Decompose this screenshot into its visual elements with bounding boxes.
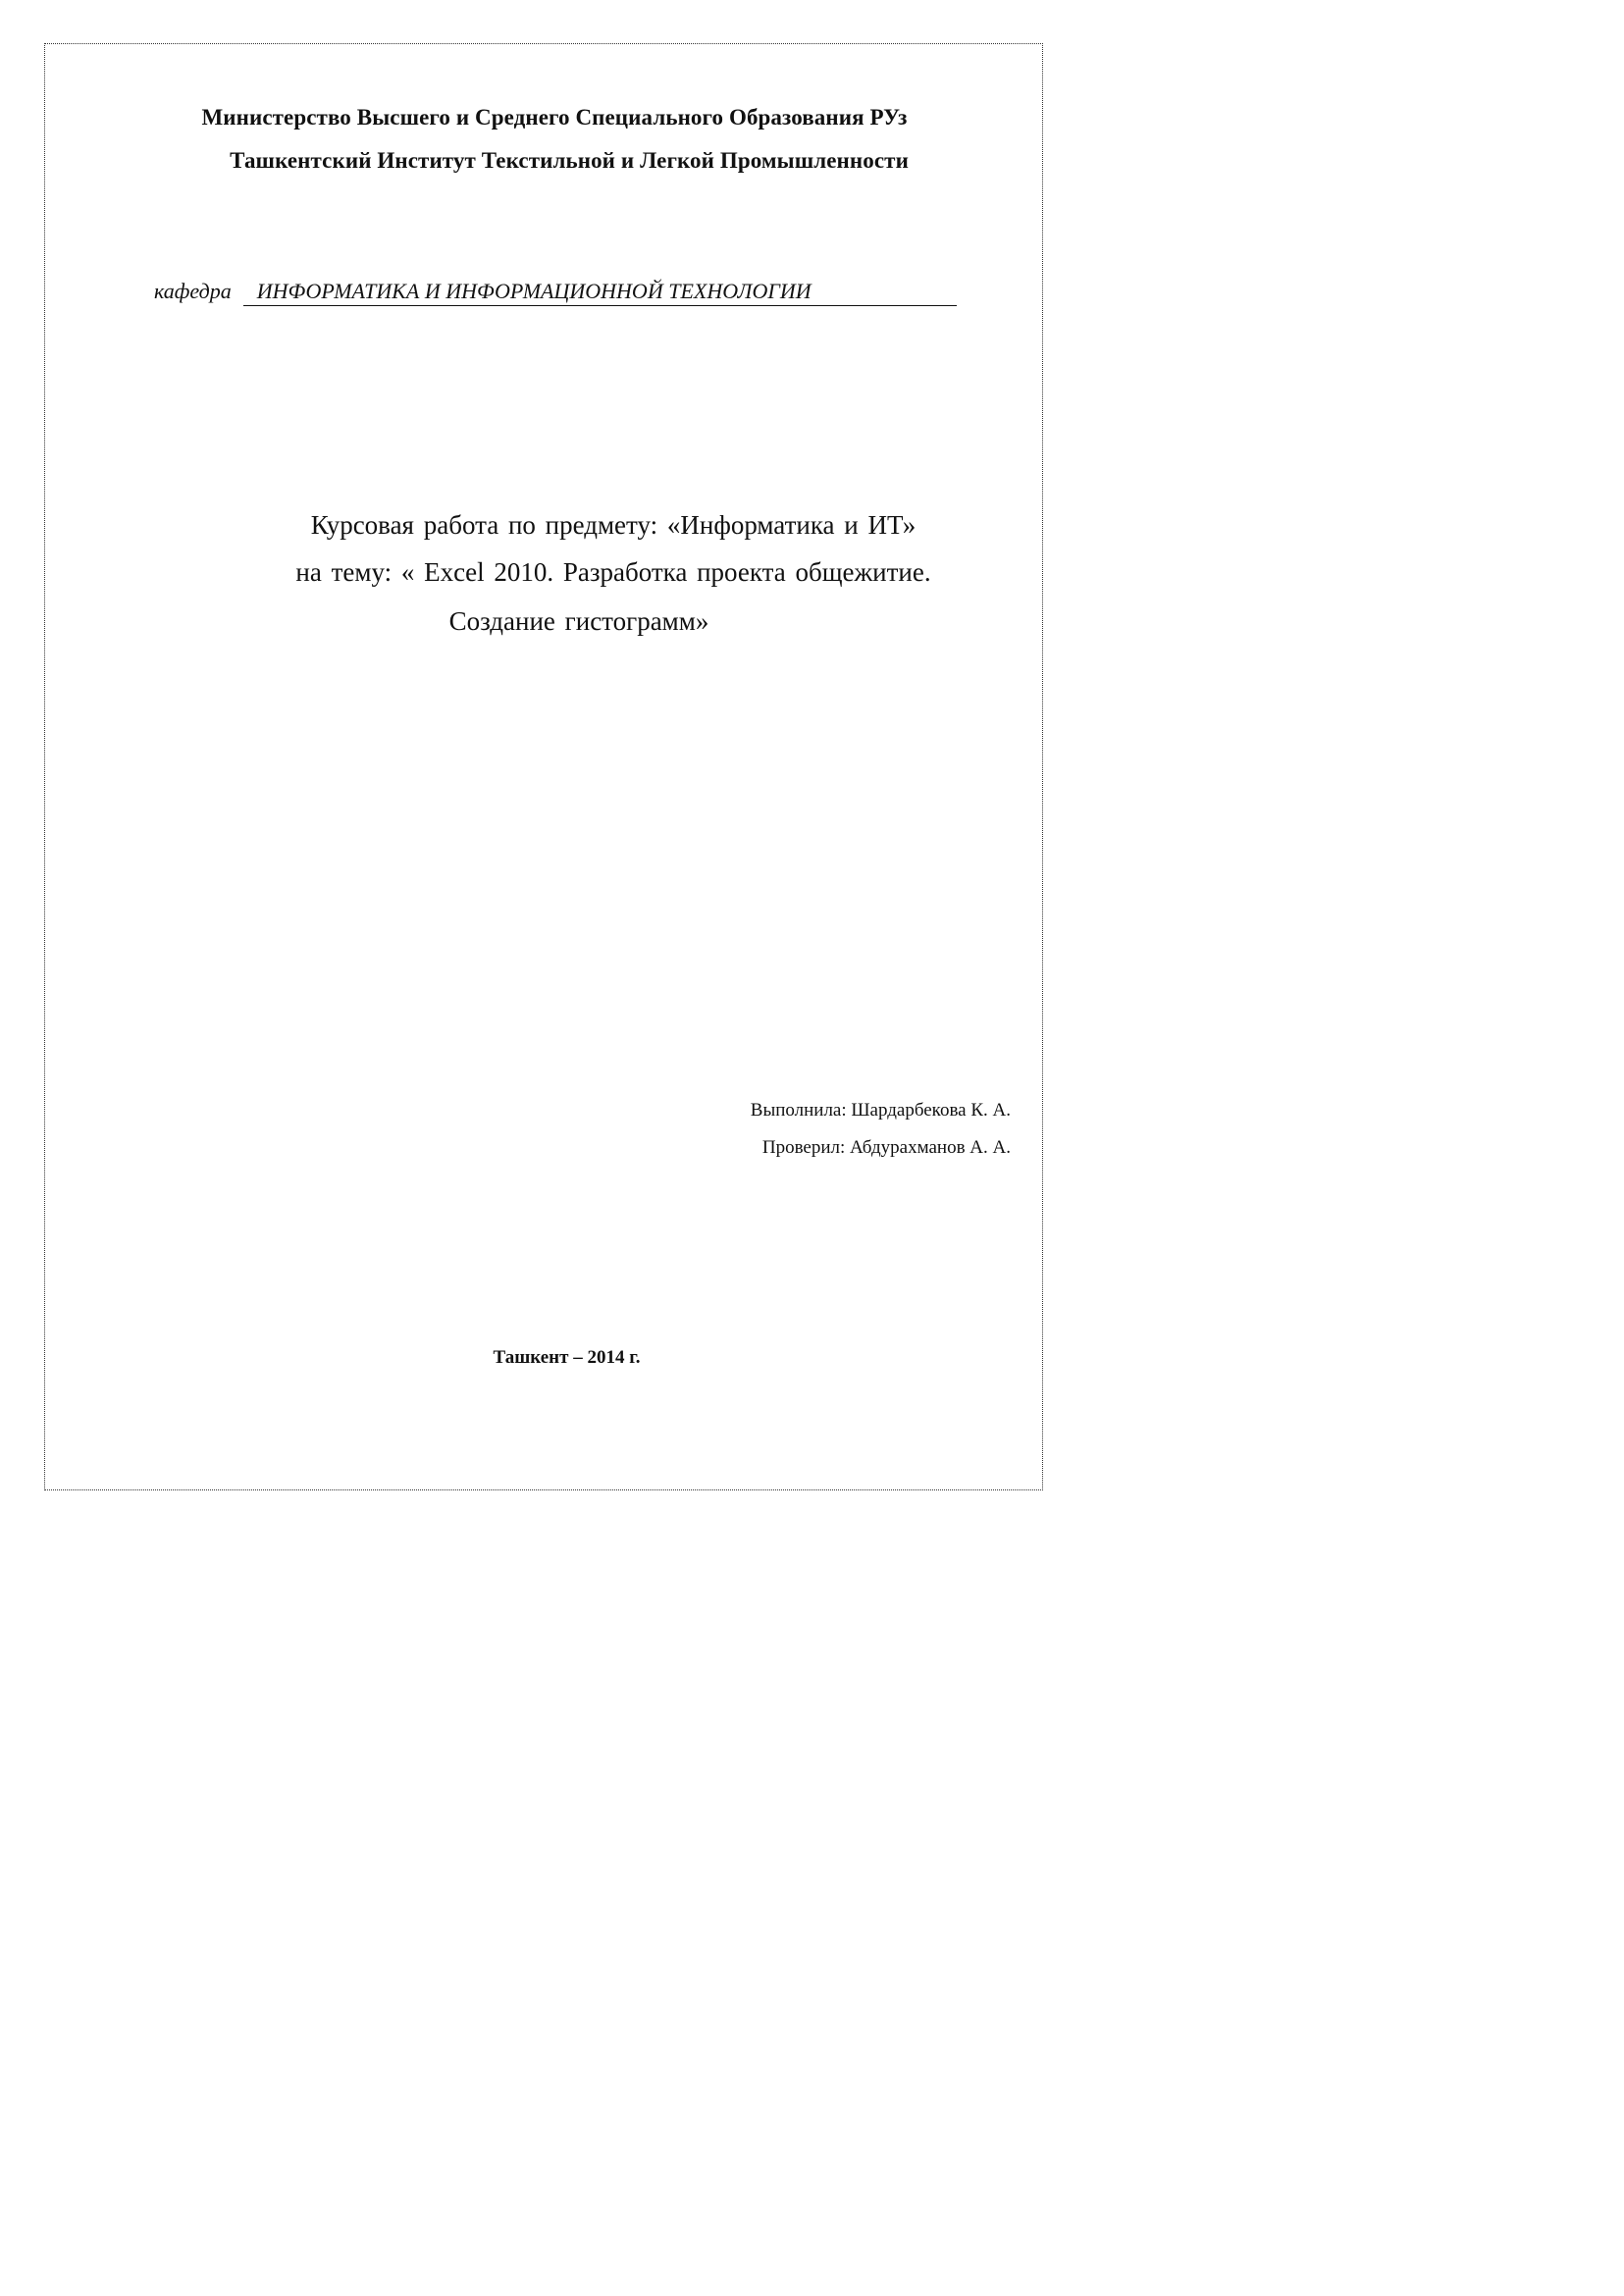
department-row [154,278,998,306]
performed-by: Выполнила: Шардарбекова К. А. [750,1100,1011,1121]
topic-line-3: Создание гистограмм» [448,606,709,636]
ministry-title: Министерство Высшего и Среднего Специального Образования РУз [201,105,908,130]
topic-line-1: Курсовая работа по предмету: «Информатика и ИТ» [310,510,917,540]
footer-place-year: Ташкент – 2014 г. [493,1347,641,1368]
department-name: ИНФОРМАТИКА И ИНФОРМАЦИОННОЙ ТЕХНОЛОГИИ [243,278,957,306]
topic-line-2: на тему: « Excel 2010. Разработка проекта общежитие. [295,557,931,587]
page-border [44,43,1043,1490]
institute-title: Ташкентский Институт Текстильной и Легкой Промышленности [230,148,909,173]
department-prefix: кафедра [154,279,232,303]
checked-by: Проверил: Абдурахманов А. А. [761,1137,1011,1158]
